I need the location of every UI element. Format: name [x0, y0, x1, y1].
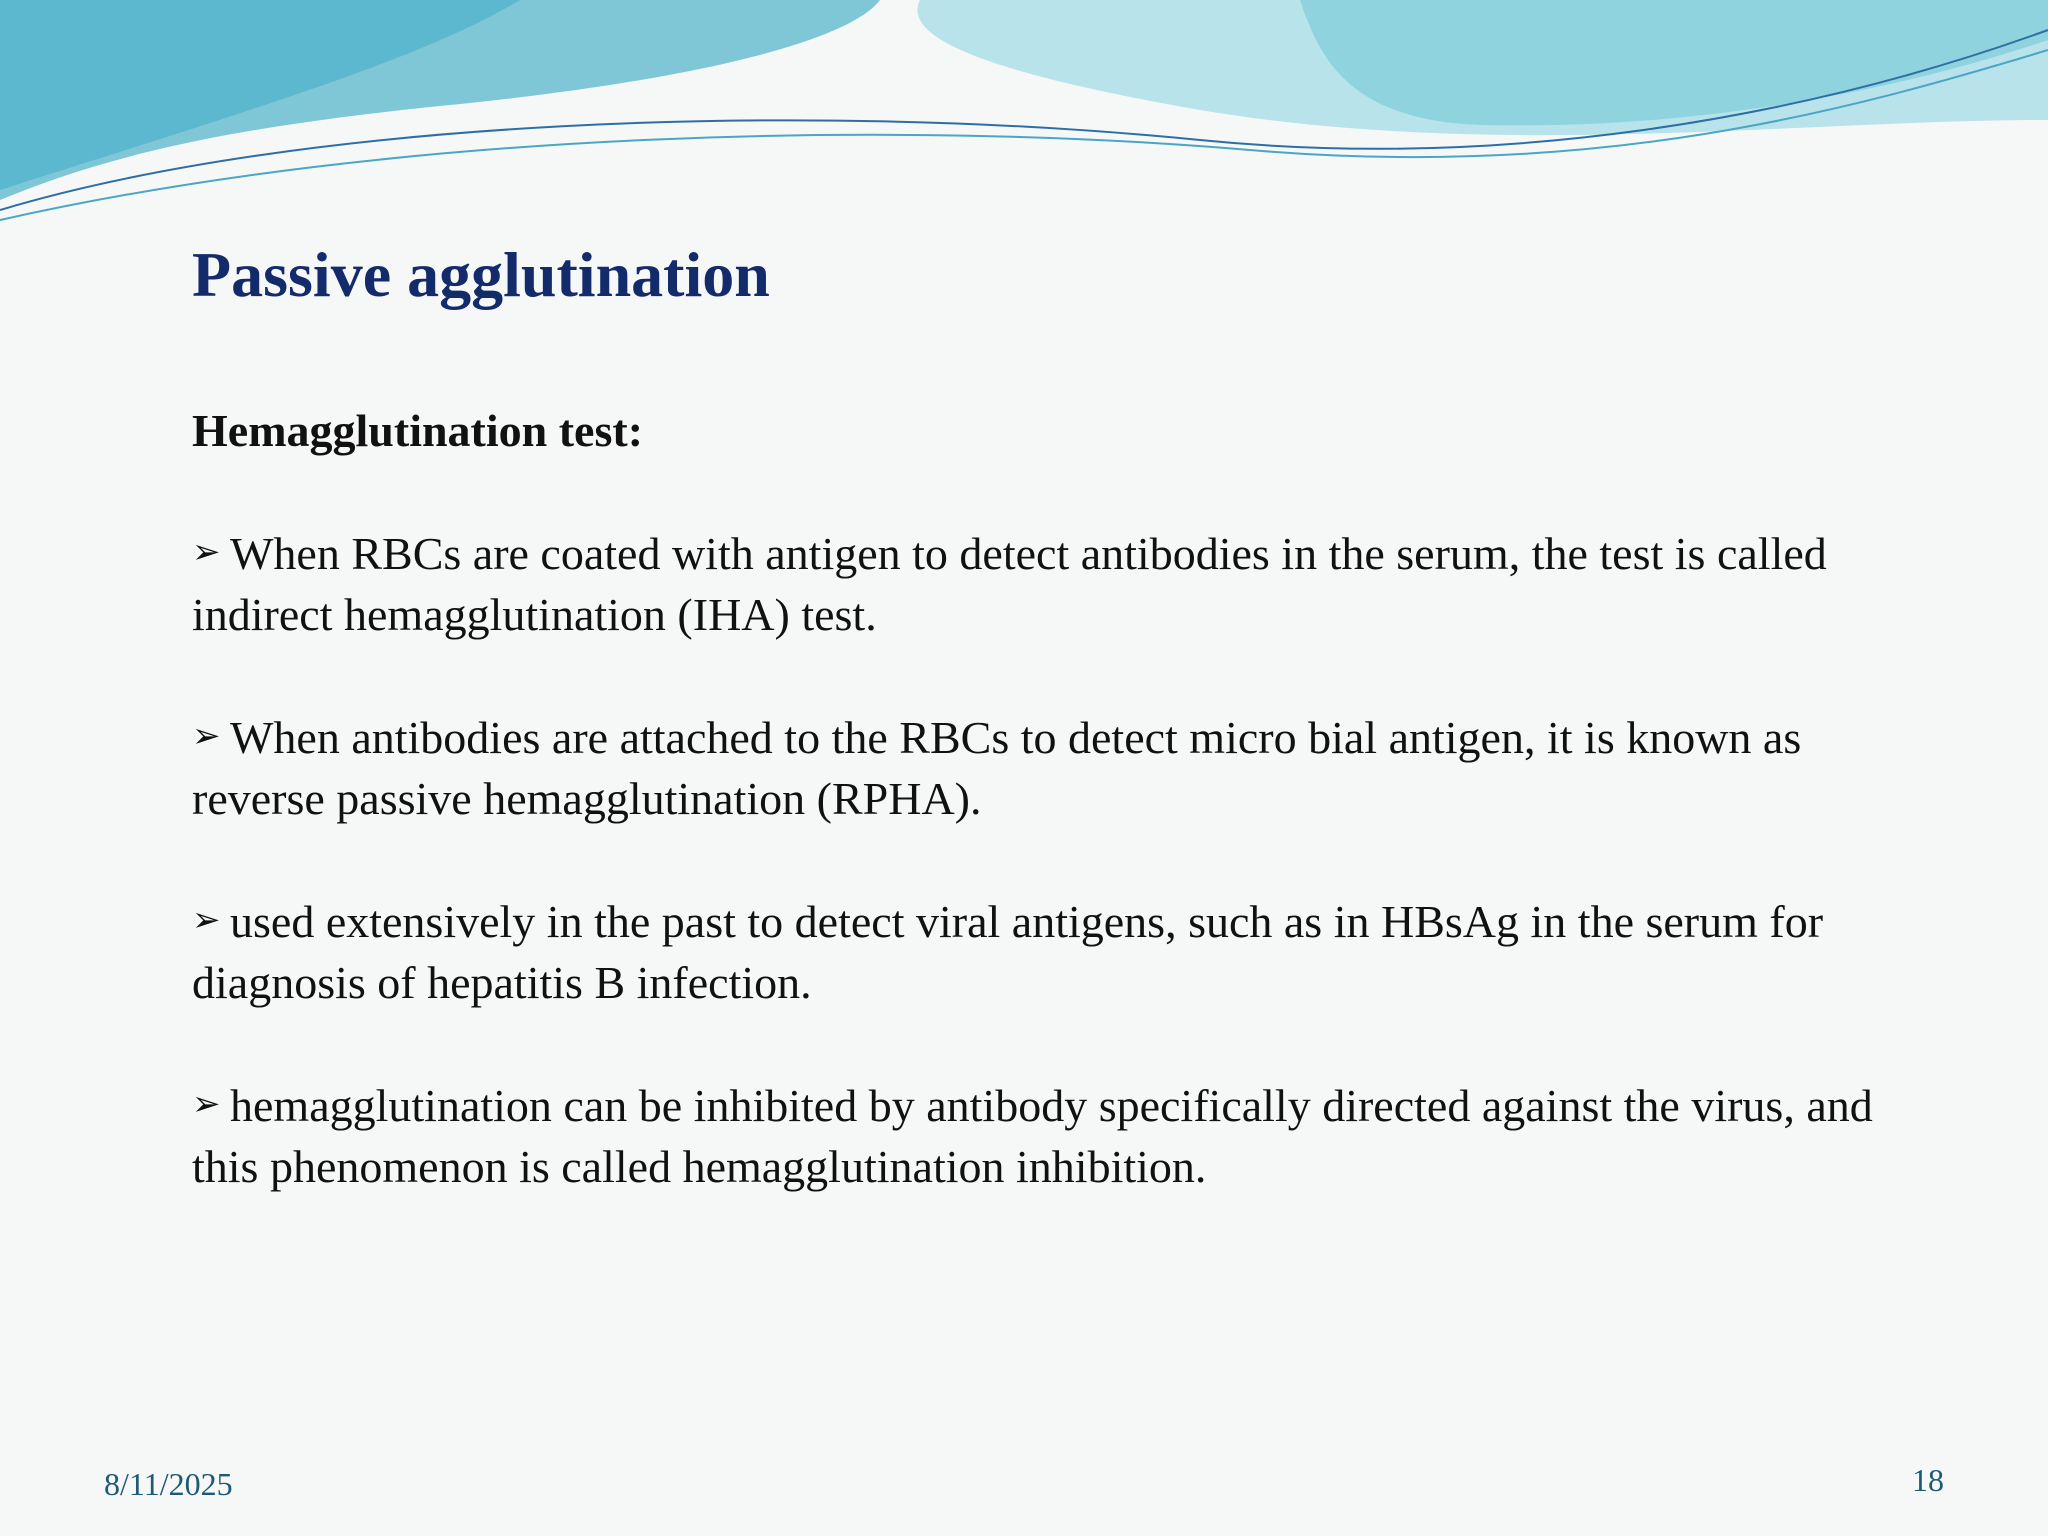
arrowhead-bullet-icon: ➢	[192, 716, 221, 756]
bullet-text: When RBCs are coated with antigen to detect antibodies in the serum, the test is called indirect hemagglutination (IHA) test.	[192, 528, 1827, 640]
slide-title: Passive agglutination	[192, 239, 770, 310]
bullet-text: used extensively in the past to detect viral antigens, such as in HBsAg in the serum for diagnosis of hepatitis B infection.	[192, 896, 1824, 1008]
arrowhead-bullet-icon: ➢	[192, 532, 221, 572]
bullet-item	[192, 522, 1912, 645]
header-wave-decoration	[0, 0, 2048, 240]
page-number: 18	[1912, 1462, 1944, 1498]
bullet-item	[192, 890, 1912, 1013]
slide-body	[192, 400, 1912, 1258]
subheading: Hemagglutination test:	[192, 405, 644, 456]
bullet-item	[192, 1074, 1912, 1197]
arrowhead-bullet-icon: ➢	[192, 900, 221, 940]
arrowhead-bullet-icon: ➢	[192, 1084, 221, 1124]
bullet-text: When antibodies are attached to the RBCs to detect micro bial antigen, it is known as reverse passive hemagglutination (RPHA).	[192, 712, 1802, 824]
bullet-item	[192, 706, 1912, 829]
footer-date: 8/11/2025	[104, 1466, 233, 1502]
bullet-text: hemagglutination can be inhibited by antibody specifically directed against the virus, and this phenomenon is called hemagglutination inhibition.	[192, 1080, 1873, 1192]
